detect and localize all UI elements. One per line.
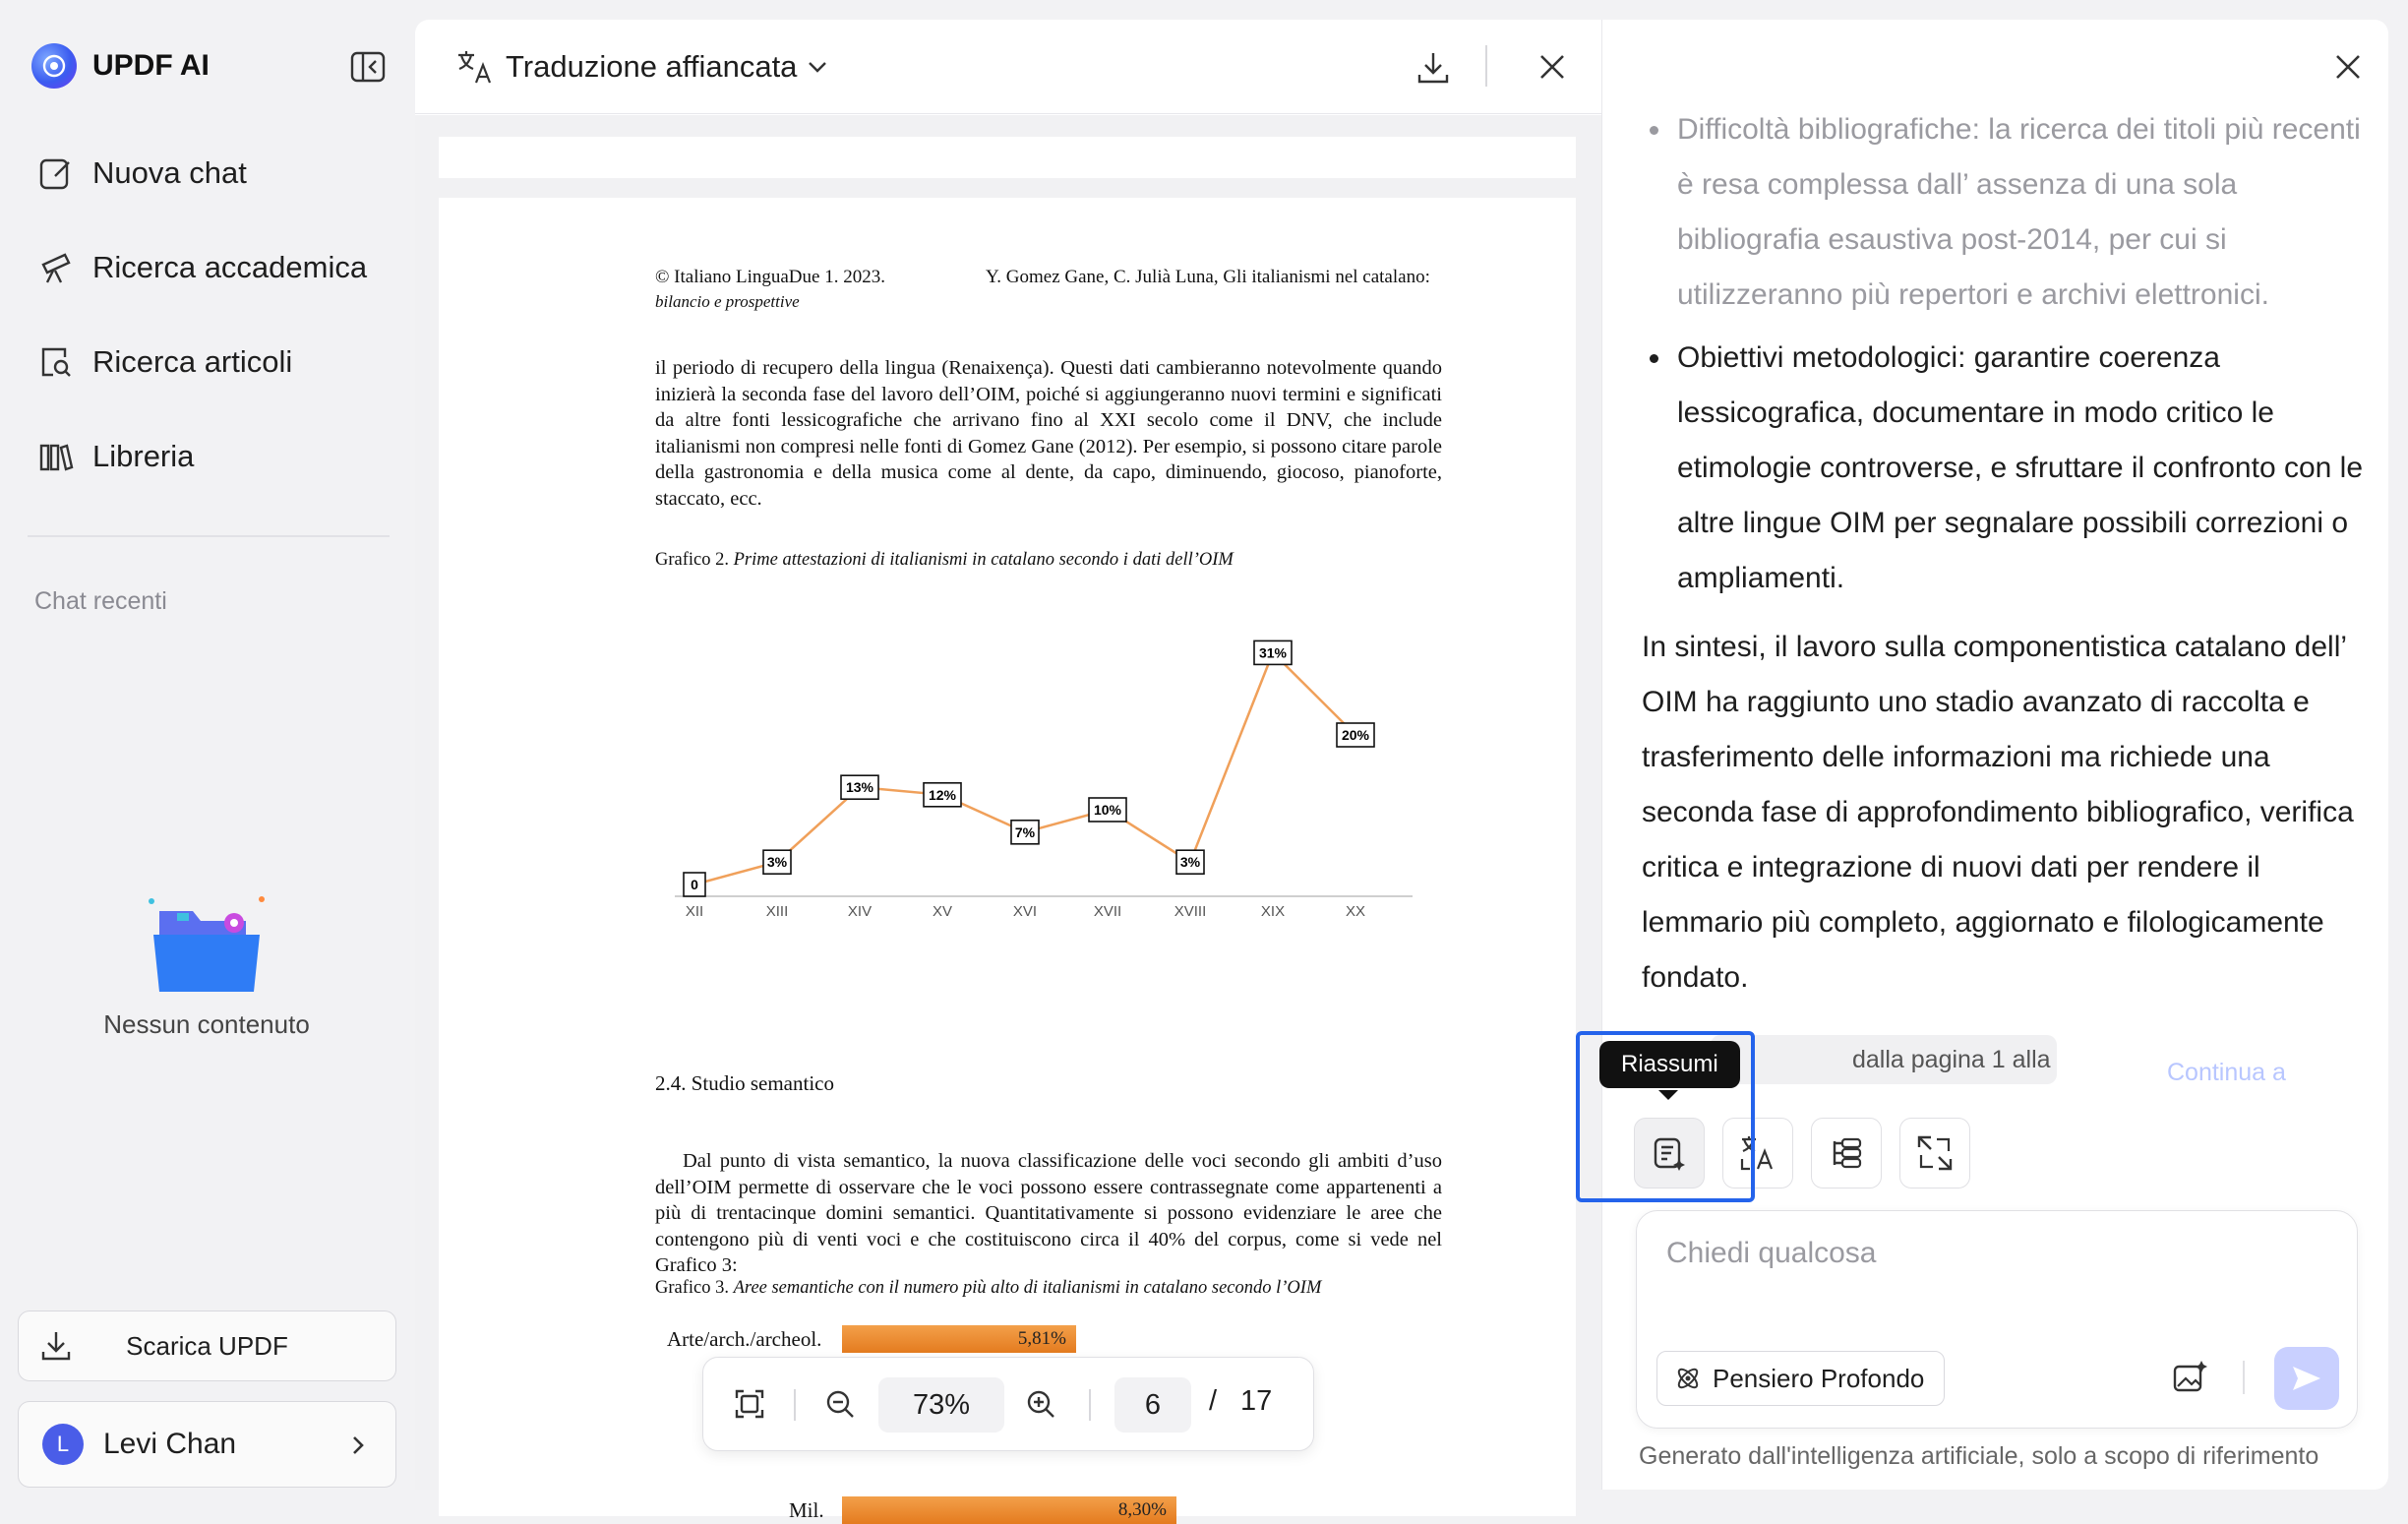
data-label: 10% — [1093, 802, 1122, 818]
page-separator: / — [1209, 1385, 1218, 1417]
library-icon — [37, 438, 75, 475]
nav-label: Nuova chat — [92, 155, 247, 190]
doc-toolbar — [415, 20, 1601, 114]
x-tick-label: XIII — [765, 903, 789, 920]
series-line — [694, 652, 1355, 884]
zoom-toolbar — [702, 1357, 1314, 1451]
close-icon[interactable] — [1536, 51, 1568, 83]
input-divider — [2243, 1361, 2245, 1394]
bar: 8,30% — [842, 1496, 1176, 1524]
user-account-button[interactable] — [18, 1401, 396, 1488]
caption-prefix: Grafico 2. — [655, 550, 729, 570]
nav-label: Libreria — [92, 439, 195, 473]
toolbar-divider — [1089, 1389, 1091, 1421]
page-header-right: Y. Gomez Gane, C. Julià Luna, Gli italianismi nel catalano: — [986, 267, 1430, 287]
image-upload-icon[interactable] — [2172, 1359, 2209, 1396]
chat-input[interactable] — [1666, 1237, 2316, 1270]
telescope-icon — [37, 249, 75, 286]
line-chart — [655, 611, 1442, 945]
nav-academic-search[interactable] — [37, 238, 391, 297]
list-item: Obiettivi metodologici: garantire coerenza lessicografica, documentare in modo critico le etimologie controverse, e sfruttare il confronto con le altre lingue OIM per segnalare possibili correzioni o ampliamenti. — [1642, 331, 2370, 606]
document-viewer[interactable] — [415, 115, 1601, 1522]
zoom-in-icon[interactable] — [1024, 1387, 1057, 1421]
translate-icon — [454, 47, 494, 87]
translate-button[interactable] — [1722, 1118, 1793, 1189]
summary-tool-icon — [1650, 1133, 1689, 1173]
x-tick-label: XII — [685, 903, 704, 920]
data-label: 13% — [845, 779, 874, 796]
recent-chats-label: Chat recenti — [34, 587, 167, 615]
x-tick-label: XVI — [1012, 903, 1038, 920]
sidebar — [0, 0, 413, 1509]
page-header-left: © Italiano LinguaDue 1. 2023. — [655, 267, 885, 287]
paragraph-2: Dal punto di vista semantico, la nuova classificazione delle voci secondo gli ambiti d’uso dell’OIM permette di osservare che le voci possono essere contrassegnate come appartenenti a più di trentacinque domini semantici. Quantitativamente si possono evidenziare le aree che contengono più di venti voci e che costituiscono circa il 40% del corpus, come si vede nel Grafico 3: — [655, 1150, 1442, 1276]
chevron-right-icon — [348, 1432, 368, 1459]
data-label: 31% — [1258, 644, 1288, 661]
translation-mode-select[interactable]: Traduzione affiancata — [506, 49, 798, 84]
nav-divider — [28, 535, 390, 537]
chat-input-box — [1636, 1210, 2358, 1429]
tooltip-arrow — [1658, 1090, 1678, 1100]
empty-folder-icon — [144, 891, 271, 1000]
nav-label: Ricerca articoli — [92, 344, 293, 379]
convert-tool-icon — [1915, 1133, 1955, 1173]
article-search-icon — [37, 343, 75, 381]
x-tick-label: XIX — [1260, 903, 1286, 920]
caption-prefix: Grafico 3. — [655, 1278, 729, 1298]
send-button[interactable] — [2274, 1347, 2339, 1410]
download-icon[interactable] — [1415, 49, 1452, 87]
data-label: 0 — [691, 877, 698, 892]
close-icon[interactable] — [2332, 51, 2364, 83]
pdf-page — [439, 198, 1576, 1522]
zoom-out-icon[interactable] — [823, 1387, 857, 1421]
mindmap-button[interactable] — [1811, 1118, 1882, 1189]
list-item: Difficoltà bibliografiche: la ricerca dei titoli più recenti è resa complessa dall’ assenza di una sola bibliografia esaustiva post-2014, per cui si utilizzeranno più repertori e archivi elettronici. — [1642, 102, 2370, 323]
x-tick-label: XX — [1345, 903, 1366, 920]
sidebar-collapse-icon[interactable] — [350, 51, 386, 83]
fit-page-icon[interactable] — [733, 1387, 766, 1421]
x-tick-label: XV — [932, 903, 953, 920]
x-tick-label: XVIII — [1174, 903, 1207, 920]
x-tick-label: XIV — [847, 903, 873, 920]
chart-3-caption — [655, 1278, 1321, 1299]
ai-response — [1642, 102, 2370, 1006]
data-label: 3% — [766, 854, 788, 871]
response-list — [1642, 102, 2370, 606]
atom-icon — [1673, 1364, 1703, 1393]
response-summary: In sintesi, il lavoro sulla componentistica catalano dell’ OIM ha raggiunto uno stadio avanzato di raccolta e trasferimento delle informazioni ma richiede una seconda fase di approfondimento bibliografico, verifica critica e integrazione di nuovi dati per rendere il lemmario più completo, aggiornato e filologicamente fondato. — [1642, 631, 2354, 994]
previous-page-edge — [439, 137, 1576, 178]
bar: 5,81% — [842, 1325, 1076, 1353]
data-label: 3% — [1179, 854, 1201, 871]
nav-new-chat[interactable] — [37, 144, 391, 203]
brand-title: UPDF AI — [92, 49, 210, 82]
ai-disclaimer: Generato dall'intelligenza artificiale, solo a scopo di riferimento — [1639, 1442, 2319, 1470]
new-chat-icon — [37, 154, 75, 192]
total-pages: 17 — [1240, 1385, 1273, 1417]
bar-category-label: Mil. — [789, 1498, 824, 1522]
summarize-button[interactable] — [1634, 1118, 1705, 1189]
section-title: 2.4. Studio semantico — [655, 1071, 834, 1095]
bar-category-label: Arte/arch./archeol. — [667, 1327, 822, 1351]
caption-title: Prime attestazioni di italianismi in catalano secondo i dati dell’OIM — [733, 550, 1234, 570]
tooltip-text: Riassumi — [1599, 1041, 1740, 1088]
toolbar-divider — [1485, 45, 1487, 87]
updf-logo-icon — [31, 43, 77, 89]
brand — [31, 41, 210, 91]
caption-title: Aree semantiche con il numero più alto di italianismi in catalano secondo l’OIM — [733, 1278, 1322, 1298]
data-label: 20% — [1341, 727, 1370, 743]
current-page-input[interactable]: 6 — [1114, 1377, 1191, 1433]
translate-tool-icon — [1738, 1133, 1777, 1173]
mindmap-tool-icon — [1827, 1133, 1866, 1173]
nav-library[interactable] — [37, 427, 391, 486]
send-icon — [2290, 1364, 2323, 1393]
download-updf-label: Scarica UPDF — [126, 1330, 288, 1361]
nav-label: Ricerca accademica — [92, 250, 368, 284]
suggestion-chip[interactable]: dalla pagina 1 alla — [1711, 1035, 2057, 1084]
user-name: Levi Chan — [103, 1428, 237, 1460]
continue-link[interactable]: Continua a — [2167, 1059, 2286, 1086]
zoom-level[interactable]: 73% — [878, 1377, 1004, 1433]
empty-state-label: Nessun contenuto — [103, 1009, 310, 1039]
convert-button[interactable] — [1899, 1118, 1970, 1189]
page-header-subtitle: bilancio e prospettive — [655, 292, 800, 311]
deep-thinking-button[interactable] — [1656, 1351, 1945, 1406]
avatar: L — [42, 1424, 84, 1465]
data-label: 12% — [928, 786, 957, 803]
data-label: 7% — [1014, 823, 1036, 840]
x-tick-label: XVII — [1093, 903, 1122, 920]
download-updf-button[interactable] — [18, 1311, 396, 1381]
deep-thinking-label: Pensiero Profondo — [1713, 1363, 1925, 1393]
nav-article-search[interactable] — [37, 333, 391, 392]
chart-2-caption — [655, 550, 1234, 571]
chevron-down-icon[interactable] — [807, 59, 828, 75]
paragraph-1: il periodo di recupero della lingua (Renaixença). Questi dati cambieranno notevolmente quando inizierà la seconda fase del lavoro dell’OIM, poiché si aggiungeranno nuovi termini e significati da altre fonti lessicografiche che arrivano fino al XXI secolo come il DNV, che include italianismi non compresi nelle fonti di Gomez Gane (2012). Per esempio, si possono citare parole della gastronomia e della musica come al dente, da capo, diminuendo, giocoso, pianoforte, staccato, ecc. — [655, 357, 1442, 510]
toolbar-divider — [794, 1389, 796, 1421]
